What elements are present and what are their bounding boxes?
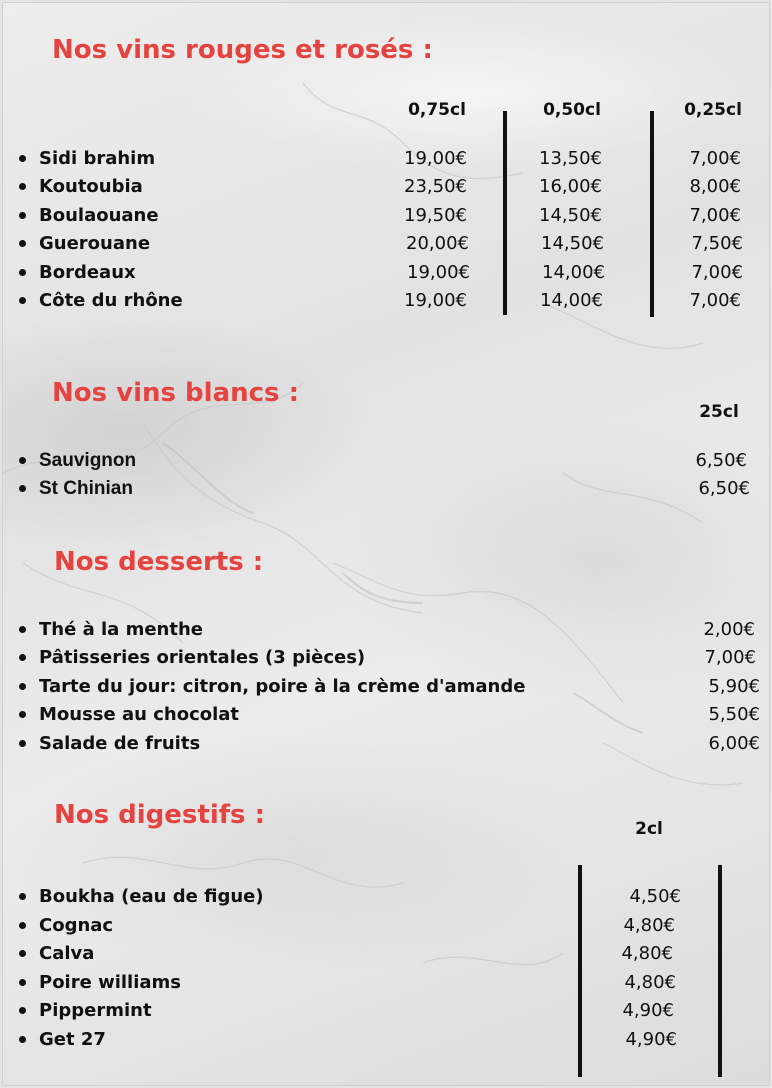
list-item xyxy=(19,145,772,173)
item-name: Get 27 xyxy=(39,1029,106,1050)
digestifs-title: Nos digestifs : xyxy=(54,800,265,830)
list-item xyxy=(19,912,772,940)
item-price-025: 7,00€ xyxy=(691,262,743,283)
digestifs-col-2: 2cl xyxy=(635,819,663,839)
item-price: 2,00€ xyxy=(703,619,755,640)
bullet-icon xyxy=(19,1007,26,1014)
bullet-icon xyxy=(19,893,26,900)
item-price: 4,80€ xyxy=(621,943,673,964)
item-name: Tarte du jour: citron, poire à la crème d'amande xyxy=(39,676,526,697)
item-price-050: 14,00€ xyxy=(540,290,603,311)
item-name: Bordeaux xyxy=(39,262,136,283)
item-name: Mousse au chocolat xyxy=(39,704,240,725)
bullet-icon xyxy=(19,155,26,162)
bullet-icon xyxy=(19,485,26,492)
bullet-icon xyxy=(19,240,26,247)
list-item xyxy=(19,997,772,1025)
item-price: 5,90€ xyxy=(708,676,760,697)
list-item xyxy=(19,673,772,701)
item-price: 4,80€ xyxy=(624,972,676,993)
item-price-075: 23,50€ xyxy=(404,176,467,197)
item-price-025: 7,00€ xyxy=(689,205,741,226)
bullet-icon xyxy=(19,740,26,747)
white-wines-title: Nos vins blancs : xyxy=(52,378,299,408)
item-price-025: 7,00€ xyxy=(689,290,741,311)
item-price: 4,80€ xyxy=(623,915,675,936)
red-wines-col-025: 0,25cl xyxy=(684,100,742,120)
bullet-icon xyxy=(19,1036,26,1043)
item-price-075: 19,00€ xyxy=(404,290,467,311)
bullet-icon xyxy=(19,654,26,661)
item-price: 6,00€ xyxy=(708,733,760,754)
item-price-025: 7,50€ xyxy=(691,233,743,254)
item-name: Sauvignon xyxy=(39,450,137,471)
red-wines-col-075: 0,75cl xyxy=(408,100,466,120)
item-price: 4,50€ xyxy=(629,886,681,907)
item-name: Guerouane xyxy=(39,233,151,254)
item-name: Poire williams xyxy=(39,972,182,993)
red-wines-title: Nos vins rouges et rosés : xyxy=(52,35,433,65)
list-item xyxy=(19,447,772,475)
item-price: 7,00€ xyxy=(704,647,756,668)
item-price-075: 19,50€ xyxy=(404,205,467,226)
bullet-icon xyxy=(19,183,26,190)
item-name: Côte du rhône xyxy=(39,290,183,311)
bullet-icon xyxy=(19,922,26,929)
item-price: 4,90€ xyxy=(625,1029,677,1050)
item-price-075: 20,00€ xyxy=(406,233,469,254)
item-price-075: 19,00€ xyxy=(404,148,467,169)
item-name: Thé à la menthe xyxy=(39,619,203,640)
bullet-icon xyxy=(19,979,26,986)
item-name: St Chinian xyxy=(39,478,133,499)
bullet-icon xyxy=(19,457,26,464)
item-name: Calva xyxy=(39,943,95,964)
item-name: Sidi brahim xyxy=(39,148,156,169)
list-item xyxy=(19,969,772,997)
item-price: 6,50€ xyxy=(695,450,747,471)
item-price-050: 13,50€ xyxy=(539,148,602,169)
item-name: Salade de fruits xyxy=(39,733,201,754)
list-item xyxy=(19,730,772,758)
bullet-icon xyxy=(19,683,26,690)
list-item xyxy=(19,230,772,258)
bullet-icon xyxy=(19,212,26,219)
item-price: 5,50€ xyxy=(708,704,760,725)
white-wines-col-25: 25cl xyxy=(699,402,739,422)
bullet-icon xyxy=(19,626,26,633)
item-name: Boukha (eau de figue) xyxy=(39,886,264,907)
red-wines-col-050: 0,50cl xyxy=(543,100,601,120)
list-item xyxy=(19,616,772,644)
list-item xyxy=(19,475,772,503)
item-price-050: 14,50€ xyxy=(539,205,602,226)
bullet-icon xyxy=(19,711,26,718)
item-price-050: 14,50€ xyxy=(541,233,604,254)
list-item xyxy=(19,202,772,230)
item-name: Koutoubia xyxy=(39,176,143,197)
item-price-025: 8,00€ xyxy=(689,176,741,197)
item-price-025: 7,00€ xyxy=(689,148,741,169)
item-price-075: 19,00€ xyxy=(407,262,470,283)
menu-page xyxy=(2,2,770,1086)
item-name: Pippermint xyxy=(39,1000,152,1021)
item-price: 4,90€ xyxy=(622,1000,674,1021)
list-item xyxy=(19,940,772,968)
item-price-050: 14,00€ xyxy=(542,262,605,283)
list-item xyxy=(19,701,772,729)
list-item xyxy=(19,259,772,287)
bullet-icon xyxy=(19,950,26,957)
bullet-icon xyxy=(19,269,26,276)
list-item xyxy=(19,644,772,672)
desserts-title: Nos desserts : xyxy=(54,547,264,577)
list-item xyxy=(19,173,772,201)
list-item xyxy=(19,287,772,315)
item-price: 6,50€ xyxy=(698,478,750,499)
list-item xyxy=(19,1026,772,1054)
item-name: Pâtisseries orientales (3 pièces) xyxy=(39,647,366,668)
item-name: Boulaouane xyxy=(39,205,159,226)
list-item xyxy=(19,883,772,911)
item-price-050: 16,00€ xyxy=(539,176,602,197)
item-name: Cognac xyxy=(39,915,114,936)
bullet-icon xyxy=(19,297,26,304)
